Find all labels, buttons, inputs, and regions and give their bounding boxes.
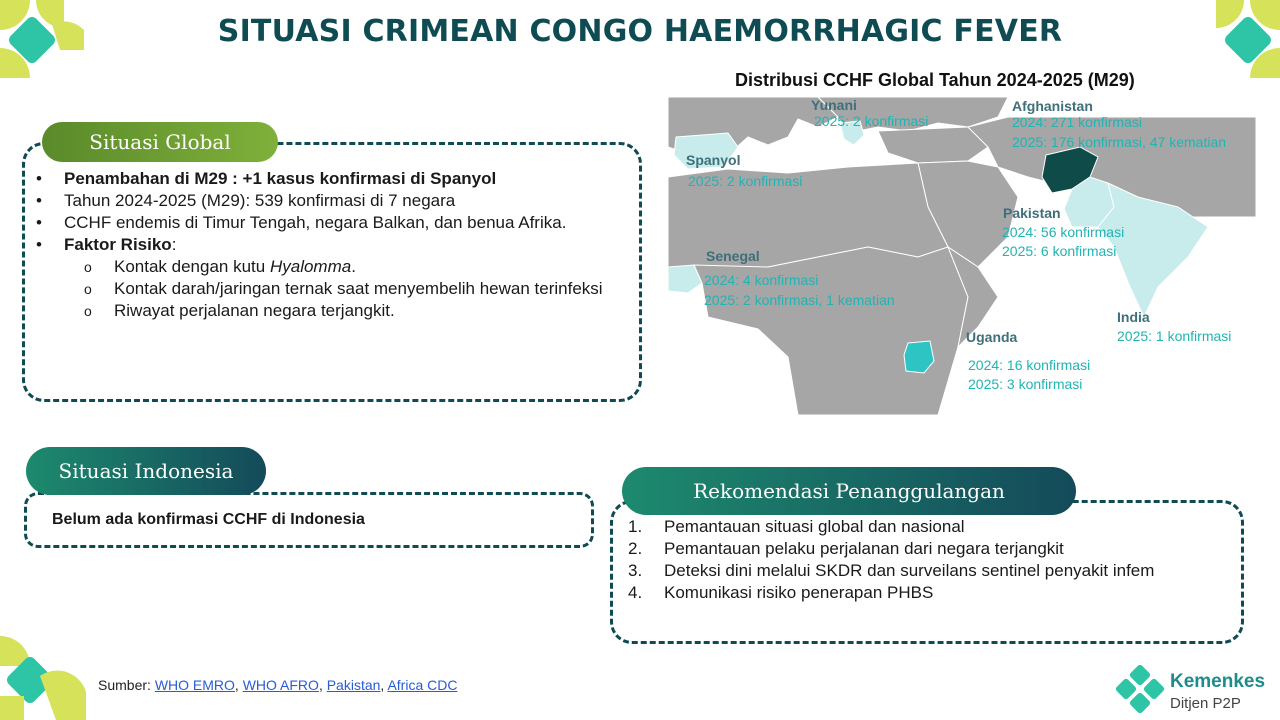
corner-decoration-bottom-left [0,636,88,720]
country-stat: 2025: 2 konfirmasi [814,113,929,129]
country-stat: 2025: 2 konfirmasi, 1 kematian [704,292,895,308]
recommendation-heading: Rekomendasi Penanggulangan [622,467,1076,515]
logo-name: Kemenkes [1170,671,1266,692]
country-stat: 2024: 56 konfirmasi [1002,224,1125,240]
country-name: Pakistan [1003,205,1061,221]
country-name: Afghanistan [1012,98,1093,114]
country-stat: 2025: 1 konfirmasi [1117,328,1232,344]
country-stat: 2025: 2 konfirmasi [688,173,803,189]
country-stat: 2024: 16 konfirmasi [968,357,1091,373]
kemenkes-logo-icon [1116,665,1166,713]
list-item: 3. Deteksi dini melalui SKDR dan surveilans sentinel penyakit infem [628,561,1155,580]
list-item: • Penambahan di M29 : +1 kasus konfirmasi di Spanyol [36,169,497,188]
list-item: • Faktor Risiko: [36,235,177,254]
recommendation-list [628,516,1226,604]
risk-factor-item: o Riwayat perjalanan negara terjangkit. [84,301,395,320]
country-name: Yunani [811,97,857,113]
country-name: India [1117,309,1150,325]
source-link-who-emro[interactable]: WHO EMRO [154,677,235,693]
country-stat: 2024: 4 konfirmasi [704,272,819,288]
indonesia-text: Belum ada konfirmasi CCHF di Indonesia [52,511,365,528]
country-name: Spanyol [686,152,741,168]
source-link-africa-cdc[interactable]: Africa CDC [387,677,458,693]
list-item: 2. Pemantauan pelaku perjalanan dari negara terjangkit [628,539,1064,558]
logo-subtitle: Ditjen P2P [1170,695,1241,712]
country-name: Senegal [706,248,760,264]
country-stat: 2025: 6 konfirmasi [1002,243,1117,259]
list-item: 4. Komunikasi risiko penerapan PHBS [628,583,934,602]
indonesia-heading: Situasi Indonesia [26,447,266,495]
source-link-who-afro[interactable]: WHO AFRO [242,677,319,693]
page-title: SITUASI CRIMEAN CONGO HAEMORRHAGIC FEVER [217,14,1063,49]
risk-factor-item: o Kontak darah/jaringan ternak saat menyembelih hewan terinfeksi [84,279,603,298]
country-stat: 2024: 271 konfirmasi [1012,114,1142,130]
list-item: • CCHF endemis di Timur Tengah, negara Balkan, dan benua Afrika. [36,213,567,232]
list-item: • Tahun 2024-2025 (M29): 539 konfirmasi di 7 negara [36,191,456,210]
source-link-pakistan[interactable]: Pakistan [326,677,381,693]
source-line: Sumber: WHO EMRO, WHO AFRO, Pakistan, Africa CDC [98,677,458,693]
global-heading: Situasi Global [42,122,278,162]
country-stat: 2025: 176 konfirmasi, 47 kematian [1012,134,1227,150]
country-name: Uganda [966,329,1018,345]
global-list [36,168,610,322]
country-stat: 2025: 3 konfirmasi [968,376,1083,392]
map-title: Distribusi CCHF Global Tahun 2024-2025 (M29) [735,70,1135,90]
list-item: 1. Pemantauan situasi global dan nasional [628,517,965,536]
distribution-map [668,97,1256,415]
risk-factor-item: o Kontak dengan kutu Hyalomma. [84,257,356,276]
